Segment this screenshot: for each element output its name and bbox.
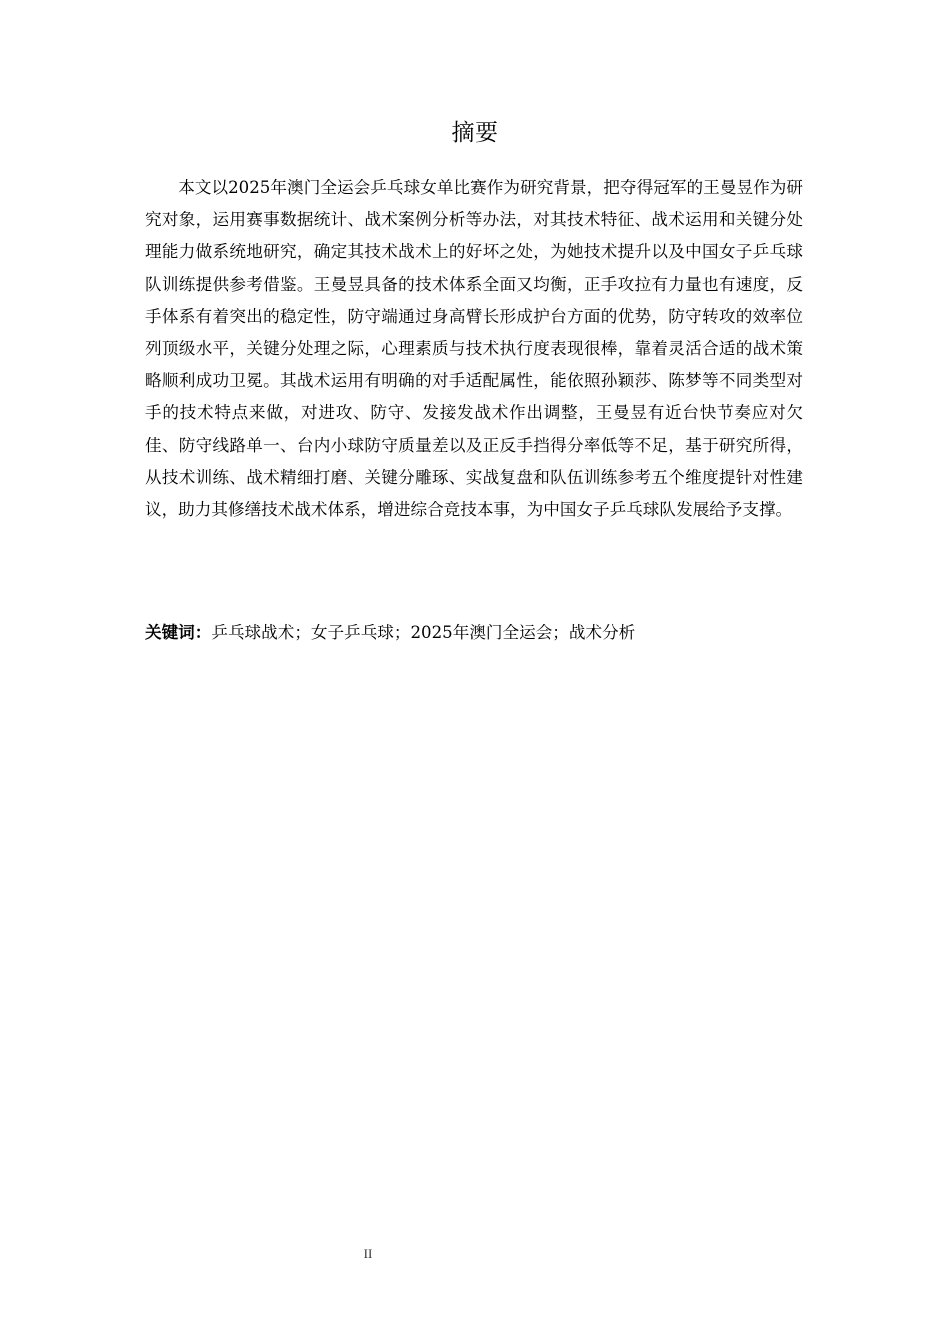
keywords-text: 乒乓球战术；女子乒乓球；2025年澳门全运会；战术分析 xyxy=(211,623,636,642)
page-number: II xyxy=(363,1246,373,1261)
keywords-label: 关键词： xyxy=(145,623,212,642)
abstract-title: 摘要 xyxy=(451,120,499,146)
keywords-line xyxy=(145,617,805,649)
abstract-body: 本文以2025年澳门全运会乒乓球女单比赛作为研究背景，把夺得冠军的王曼昱作为研究对象，运用赛事数据统计、战术案例分析等办法，对其技术特征、战术运用和关键分处理能力做系统地研究，确定其技术战术上的好坏之处，为她技术提升以及中国女子乒乓球队训练提供参考借鉴。王曼昱具备的技术体系全面又均衡，正手攻拉有力量也有速度，反手体系有着突出的稳定性，防守端通过身高臂长形成护台方面的优势，防守转攻的效率位列顶级水平，关键分处理之际，心理素质与技术执行度表现很棒，靠着灵活合适的战术策略顺利成功卫冕。其战术运用有明确的对手适配属性，能依照孙颖莎、陈梦等不同类型对手的技术特点来做，对进攻、防守、发接发战术作出调整，王曼昱有近台快节奏应对欠佳、防守线路单一、台内小球防守质量差以及正反手挡得分率低等不足，基于研究所得，从技术训练、战术精细打磨、关键分雕琢、实战复盘和队伍训练参考五个维度提针对性建议，助力其修缮技术战术体系，增进综合竞技本事，为中国女子乒乓球队发展给予支撑。 xyxy=(145,178,803,520)
